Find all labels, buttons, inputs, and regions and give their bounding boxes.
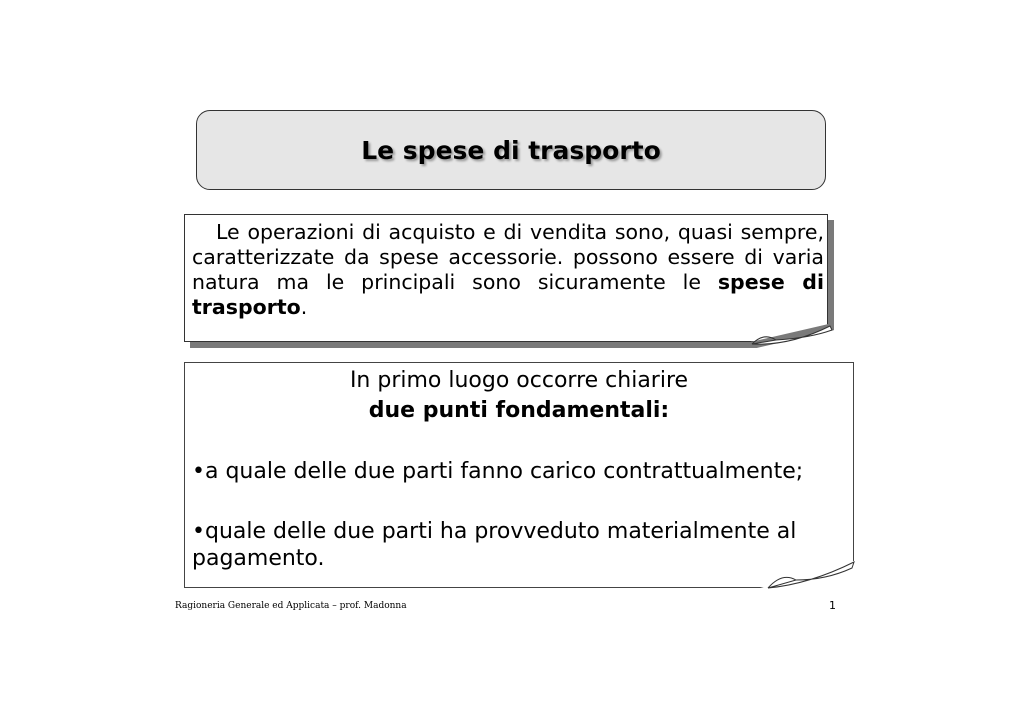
- footer-course: Ragioneria Generale ed Applicata – prof. Madonna: [175, 601, 407, 611]
- bullet-item: •a quale delle due parti fanno carico contrattualmente;: [192, 459, 804, 484]
- points-heading: [184, 366, 854, 426]
- bullet-item: •quale delle due parti ha provveduto materialmente al pagamento.: [192, 519, 797, 571]
- intro-text-after: .: [300, 295, 308, 319]
- title-box: [196, 110, 826, 190]
- points-heading-line2: due punti fondamentali:: [368, 398, 670, 423]
- points-heading-line1: In primo luogo occorre chiarire: [349, 368, 689, 393]
- intro-emphasis: spese di trasporto: [192, 270, 824, 319]
- intro-text-before: Le operazioni di acquisto e di vendita sono, quasi sempre, caratterizzate da spese accessorie. possono essere di varia natura ma le principali sono sicuramente le: [192, 220, 824, 294]
- slide-title: Le spese di trasporto: [361, 135, 661, 165]
- intro-paragraph: [192, 220, 824, 320]
- page-number: 1: [829, 599, 836, 612]
- intro-page-curl-icon: [750, 324, 836, 350]
